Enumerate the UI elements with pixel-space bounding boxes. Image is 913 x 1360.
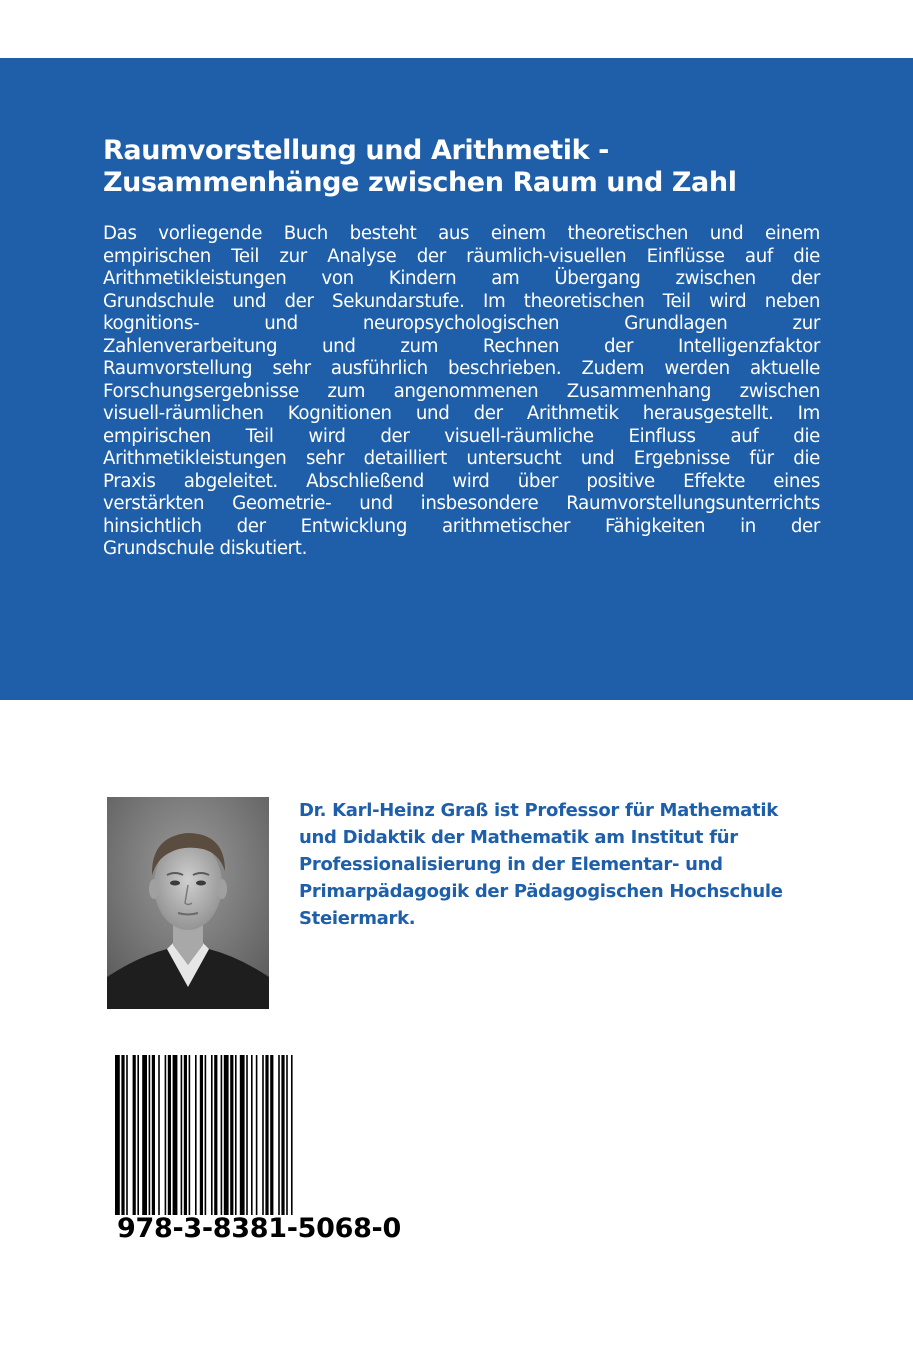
barcode-bar [221, 1055, 223, 1215]
author-portrait-image [107, 797, 269, 1009]
blurb-line: Zahlenverarbeitung und zum Rechnen der Intelligenzfaktor [103, 335, 820, 357]
barcode-bar [137, 1055, 139, 1215]
barcode-bar [278, 1055, 280, 1215]
barcode-bar [246, 1055, 248, 1215]
book-blurb [103, 223, 820, 561]
barcode-bar [262, 1055, 264, 1215]
barcode-bar [270, 1055, 273, 1215]
barcode-bars [107, 1055, 379, 1215]
author-photo [107, 797, 269, 1009]
barcode-bar [181, 1055, 183, 1215]
barcode-bar [230, 1055, 233, 1215]
barcode-bar [149, 1055, 151, 1215]
book-title-line-2: Zusammenhänge zwischen Raum und Zahl [103, 167, 737, 198]
barcode-bar [142, 1055, 147, 1215]
blurb-line: Das vorliegende Buch besteht aus einem theoretischen und einem [103, 223, 820, 244]
barcode-bar [121, 1055, 124, 1215]
isbn-barcode [107, 1055, 379, 1215]
barcode-bar [115, 1055, 120, 1215]
barcode-bar [286, 1055, 288, 1215]
barcode-bar [165, 1055, 167, 1215]
barcode-bar [240, 1055, 245, 1215]
blurb-line: verstärkten Geometrie- und insbesondere Raumvorstellungsunterrichts [103, 493, 820, 514]
author-bio-line: Steiermark. [299, 908, 416, 929]
barcode-bar [168, 1055, 171, 1215]
barcode-bar [173, 1055, 178, 1215]
blurb-line: empirischen Teil wird der visuell-räumliche Einfluss auf die [103, 425, 820, 447]
barcode-bar [184, 1055, 187, 1215]
blurb-line: Praxis abgeleitet. Abschließend wird über positive Effekte eines [103, 470, 820, 492]
author-bio-line: Professionalisierung in der Elementar- und [299, 854, 723, 875]
barcode-bar [235, 1055, 237, 1215]
isbn-number: 978-3-8381-5068-0 [117, 1213, 401, 1244]
barcode-bar [211, 1055, 213, 1215]
barcode-bar [205, 1055, 207, 1215]
blurb-line: kognitions- und neuropsychologischen Grundlagen zur [103, 313, 820, 334]
blurb-line: hinsichtlich der Entwicklung arithmetischer Fähigkeiten in der [103, 515, 820, 537]
barcode-bar [224, 1055, 229, 1215]
blurb-line: Arithmetikleistungen sehr detailliert untersucht und Ergebnisse für die [103, 448, 820, 469]
barcode-bar [251, 1055, 253, 1215]
author-bio-line: Primarpädagogik der Pädagogischen Hochschule [299, 881, 783, 902]
blurb-line: Forschungsergebnisse zum angenommenen Zusammenhang zwischen [103, 380, 820, 402]
barcode-bar [133, 1055, 136, 1215]
book-title-line-1: Raumvorstellung und Arithmetik - [103, 135, 609, 166]
blurb-line: Arithmetikleistungen von Kindern am Übergang zwischen der [103, 268, 820, 289]
barcode-bar [195, 1055, 197, 1215]
author-bio [299, 797, 819, 932]
barcode-bar [126, 1055, 128, 1215]
author-bio-line: Dr. Karl-Heinz Graß ist Professor für Mathematik [299, 800, 778, 821]
barcode-bar [265, 1055, 268, 1215]
barcode-bar [291, 1055, 293, 1215]
author-bio-line: und Didaktik der Mathematik am Institut für [299, 827, 738, 848]
blurb-line: Raumvorstellung sehr ausführlich beschrieben. Zudem werden aktuelle [103, 358, 820, 379]
blurb-line: empirischen Teil zur Analyse der räumlich-visuellen Einflüsse auf die [103, 245, 820, 267]
barcode-bar [256, 1055, 258, 1215]
barcode-bar [281, 1055, 284, 1215]
book-title [103, 135, 823, 199]
barcode-bar [200, 1055, 203, 1215]
blurb-line: Grundschule diskutiert. [103, 538, 308, 559]
blurb-line: Grundschule und der Sekundarstufe. Im theoretischen Teil wird neben [103, 290, 820, 312]
barcode-bar [189, 1055, 191, 1215]
barcode-bar [214, 1055, 217, 1215]
barcode-bar [158, 1055, 160, 1215]
blurb-line: visuell-räumlichen Kognitionen und der Arithmetik herausgestellt. Im [103, 403, 820, 424]
barcode-bar [152, 1055, 155, 1215]
